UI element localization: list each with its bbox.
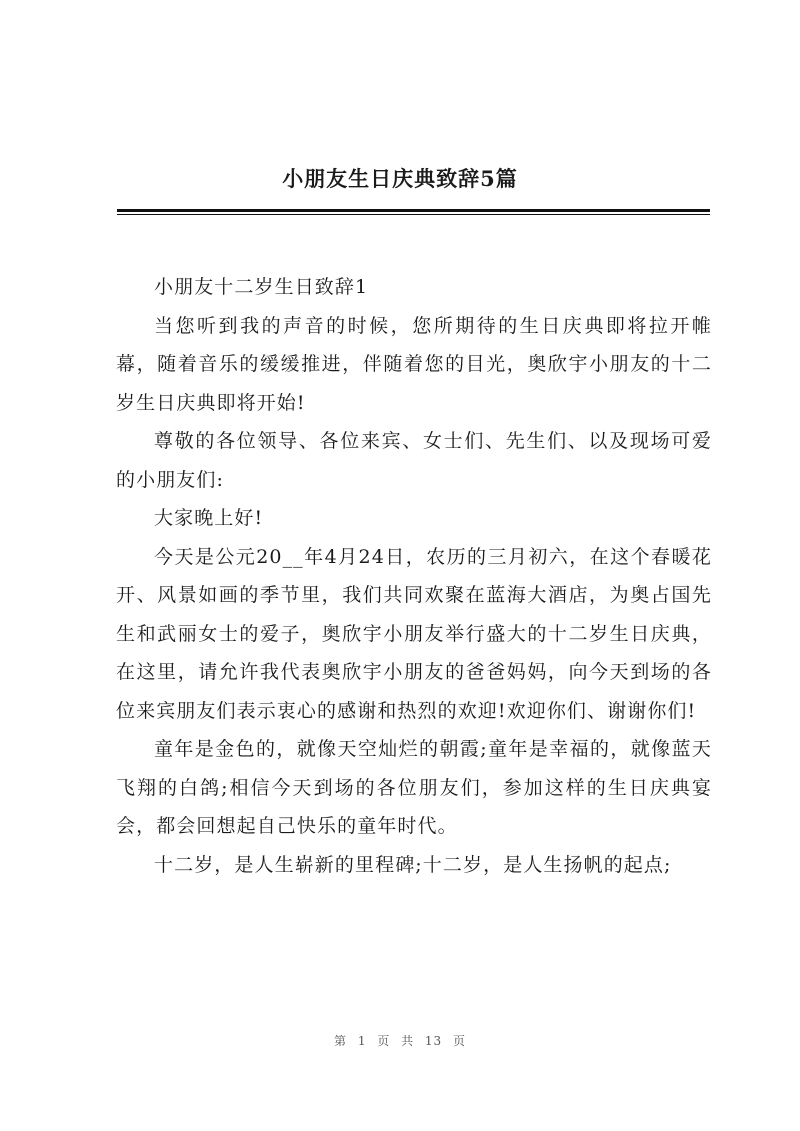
paragraph-opening: 当您听到我的声音的时候，您所期待的生日庆典即将拉开帷幕，随着音乐的缓缓推进，伴随着您的目光，奥欣宇小朋友的十二岁生日庆典即将开始! xyxy=(116,314,712,414)
paragraph-welcome: 今天是公元20__年4月24日，农历的三月初六，在这个春暖花开、风景如画的季节里，我们共同欢聚在蓝海大酒店，为奥占国先生和武丽女士的爱子，奥欣宇小朋友举行盛大的十二岁生日庆典，在这里，请允许我代表奥欣宇小朋友的爸爸妈妈，向今天到场的各位来宾朋友们表示衷心的感谢和热烈的欢迎!欢迎你们、谢谢你们! xyxy=(116,545,712,722)
section-heading: 小朋友十二岁生日致辞1 xyxy=(154,276,369,298)
title-underline-thin xyxy=(117,214,710,215)
document-title: 小朋友生日庆典致辞5篇 xyxy=(282,166,518,191)
paragraph-greeting: 大家晚上好! xyxy=(154,507,264,529)
page-number-footer: 第 1 页 共 13 页 xyxy=(334,1034,466,1048)
paragraph-salutation: 尊敬的各位领导、各位来宾、女士们、先生们、以及现场可爱的小朋友们: xyxy=(116,430,712,491)
document-body xyxy=(116,268,712,884)
paragraph-twelve: 十二岁，是人生崭新的里程碑;十二岁，是人生扬帆的起点; xyxy=(154,853,672,876)
paragraph-childhood: 童年是金色的，就像天空灿烂的朝霞;童年是幸福的，就像蓝天飞翔的白鸽;相信今天到场的各位朋友们，参加这样的生日庆典宴会，都会回想起自己快乐的童年时代。 xyxy=(116,738,712,837)
title-underline-thick xyxy=(117,209,710,212)
